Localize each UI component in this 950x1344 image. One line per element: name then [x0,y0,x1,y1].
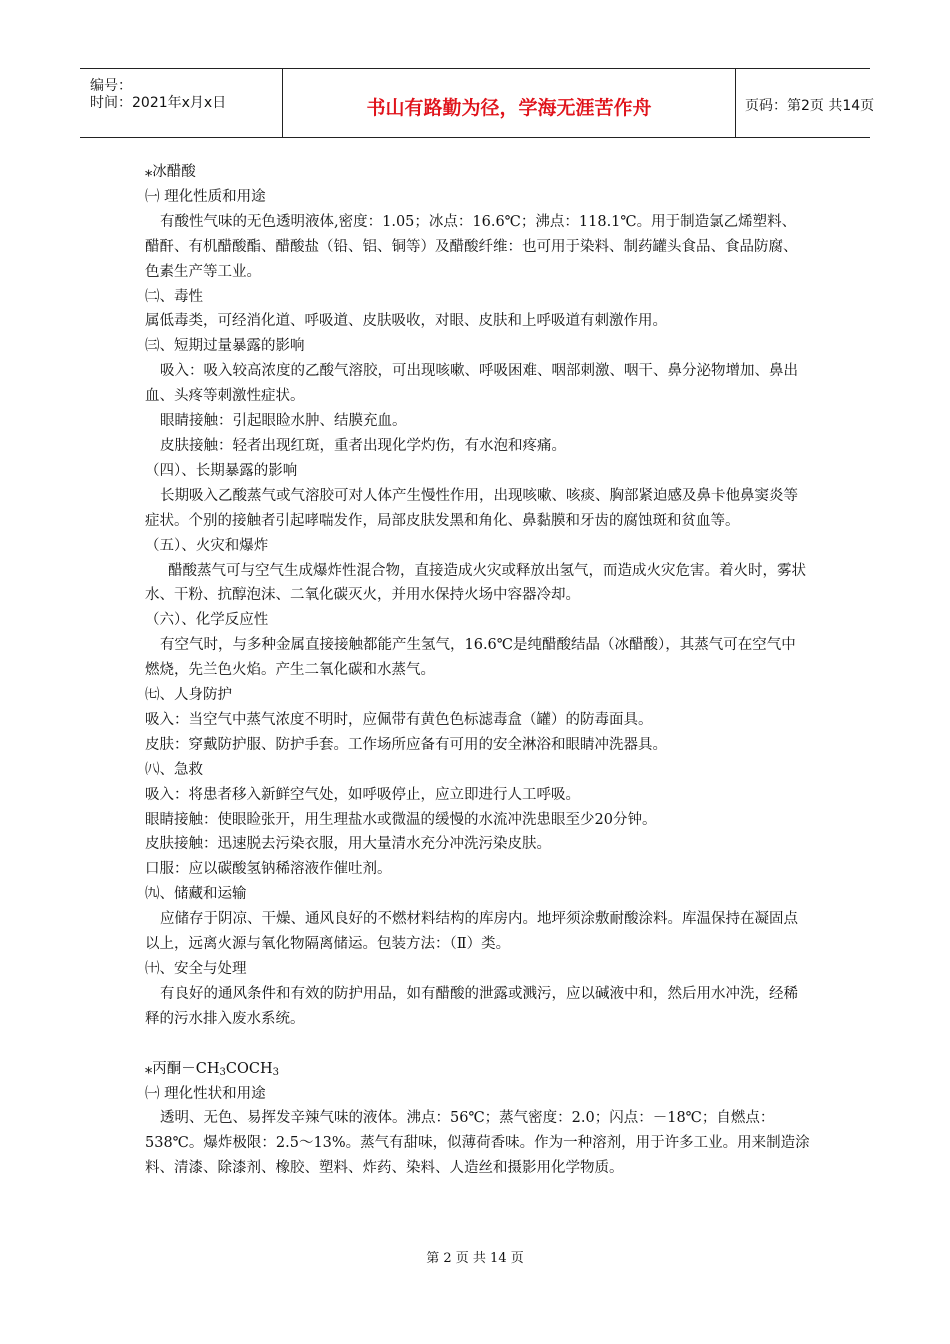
header-left-cell [80,69,282,137]
acetone-subscript-2: 3 [272,1066,279,1078]
section-10-title: ㈩、安全与处理 [145,961,247,977]
section-1-title: ㈠ 理化性质和用途 [145,188,266,205]
section-8-oral: 口服：应以碳酸氢钠稀溶液作催吐剂。 [145,861,392,878]
acetone-section-1-title: ㈠ 理化性状和用途 [145,1085,266,1102]
page-header [80,68,875,138]
section-9-title: ㈨、储藏和运输 [145,886,247,903]
section-4-text: 长期吸入乙酸蒸气或气溶胶可对人体产生慢性作用，出现咳嗽、咳痰、胸部紧迫感及鼻卡他鼻窦炎等症状。个别的接触者引起哮喘发作，局部皮肤发黑和角化、鼻黏膜和牙齿的腐蚀斑和贫血等。 [145,487,798,529]
section-7-skin: 皮肤：穿戴防护服、防护手套。工作场所应备有可用的安全淋浴和眼睛冲洗器具。 [145,736,667,753]
header-page-number: 页码：第2页 共14页 [745,98,875,114]
acetone-subscript-1: 3 [219,1066,226,1078]
document-date-label: 时间：2021年x月x日 [90,95,227,111]
section-8-inhalation: 吸入：将患者移入新鲜空气处，如呼吸停止，应立即进行人工呼吸。 [145,786,580,803]
section-8-skin-contact: 皮肤接触：迅速脱去污染衣服，用大量清水充分冲洗污染皮肤。 [145,836,551,853]
section-5-text: 醋酸蒸气可与空气生成爆炸性混合物，直接造成火灾或释放出氢气，而造成火灾危害。着火时，雾状水、干粉、抗醇泡沫、二氧化碳灭火，并用水保持火场中容器冷却。 [145,562,806,604]
section-3-skin-contact: 皮肤接触：轻者出现红斑，重者出现化学灼伤，有水泡和疼痛。 [160,437,566,454]
acetone-title-middle: COCH [225,1060,273,1077]
section-8-title: ㈧、急救 [145,761,203,778]
header-motto-cell [282,69,736,137]
header-right-cell [735,69,875,137]
document-number-label: 编号： [90,78,132,94]
section-5-title: （五）、火灾和爆炸 [145,537,269,554]
section-7-title: ㈦、人身防护 [145,687,232,704]
paragraph-gap [145,1032,810,1057]
section-7-inhalation: 吸入：当空气中蒸气浓度不明时，应佩带有黄色色标滤毒盒（罐）的防毒面具。 [145,711,653,728]
section-6-title: （六）、化学反应性 [145,612,269,629]
section-9-text: 应储存于阴凉、干燥、通风良好的不燃材料结构的库房内。地坪须涂敷耐酸涂料。库温保持在凝固点以上，远离火源与氧化物隔离储运。包装方法：（Ⅱ）类。 [145,911,798,953]
header-motto: 书山有路勤为径，学海无涯苦作舟 [366,97,652,119]
section-3-title: ㈢、短期过量暴露的影响 [145,338,305,355]
acetone-title [145,1057,810,1082]
section-10-text: 有良好的通风条件和有效的防护用品，如有醋酸的泄露或溅污，应以碱液中和，然后用水冲洗，经稀释的污水排入废水系统。 [145,985,798,1027]
section-4-title: （四）、长期暴露的影响 [145,462,298,479]
document-body [145,160,810,1181]
section-3-inhalation: 吸入：吸入较高浓度的乙酸气溶胶，可出现咳嗽、呼吸困难、咽部刺激、咽干、鼻分泌物增加、鼻出血、头疼等刺激性症状。 [145,363,798,405]
acetone-title-prefix: ⁎丙酮－CH [145,1060,220,1077]
section-1-text: 有酸性气味的无色透明液体,密度：1.05；冰点：16.6℃；沸点：118.1℃。用于制造氯乙烯塑料、醋酐、有机醋酸酯、醋酸盐（铅、铝、铜等）及醋酸纤维：也可用于染料、制药罐头食品、食品防腐、色素生产等工业。 [145,213,798,280]
section-6-text: 有空气时，与多种金属直接接触都能产生氢气，16.6℃是纯醋酸结晶（冰醋酸），其蒸气可在空气中燃烧，先兰色火焰。产生二氧化碳和水蒸气。 [145,637,796,679]
acetic-acid-title: ⁎冰醋酸 [145,164,196,180]
section-3-eye-contact: 眼睛接触：引起眼睑水肿、结膜充血。 [160,413,407,430]
page-footer: 第 2 页 共 14 页 [426,1251,524,1266]
section-2-text: 属低毒类，可经消化道、呼吸道、皮肤吸收，对眼、皮肤和上呼吸道有刺激作用。 [145,313,667,330]
section-2-title: ㈡、毒性 [145,288,203,305]
acetone-section-1-text: 透明、无色、易挥发辛辣气味的液体。沸点：56℃；蒸气密度：2.0；闪点：－18℃；自燃点：538℃。爆炸极限：2.5～13%。蒸气有甜味，似薄荷香味。作为一种溶剂，用于许多工业。用来制造涂料、清漆、除漆剂、橡胶、塑料、炸药、染料、人造丝和摄影用化学物质。 [145,1110,810,1177]
section-8-eye-contact: 眼睛接触：使眼睑张开，用生理盐水或微温的缓慢的水流冲洗患眼至少20分钟。 [145,811,657,828]
